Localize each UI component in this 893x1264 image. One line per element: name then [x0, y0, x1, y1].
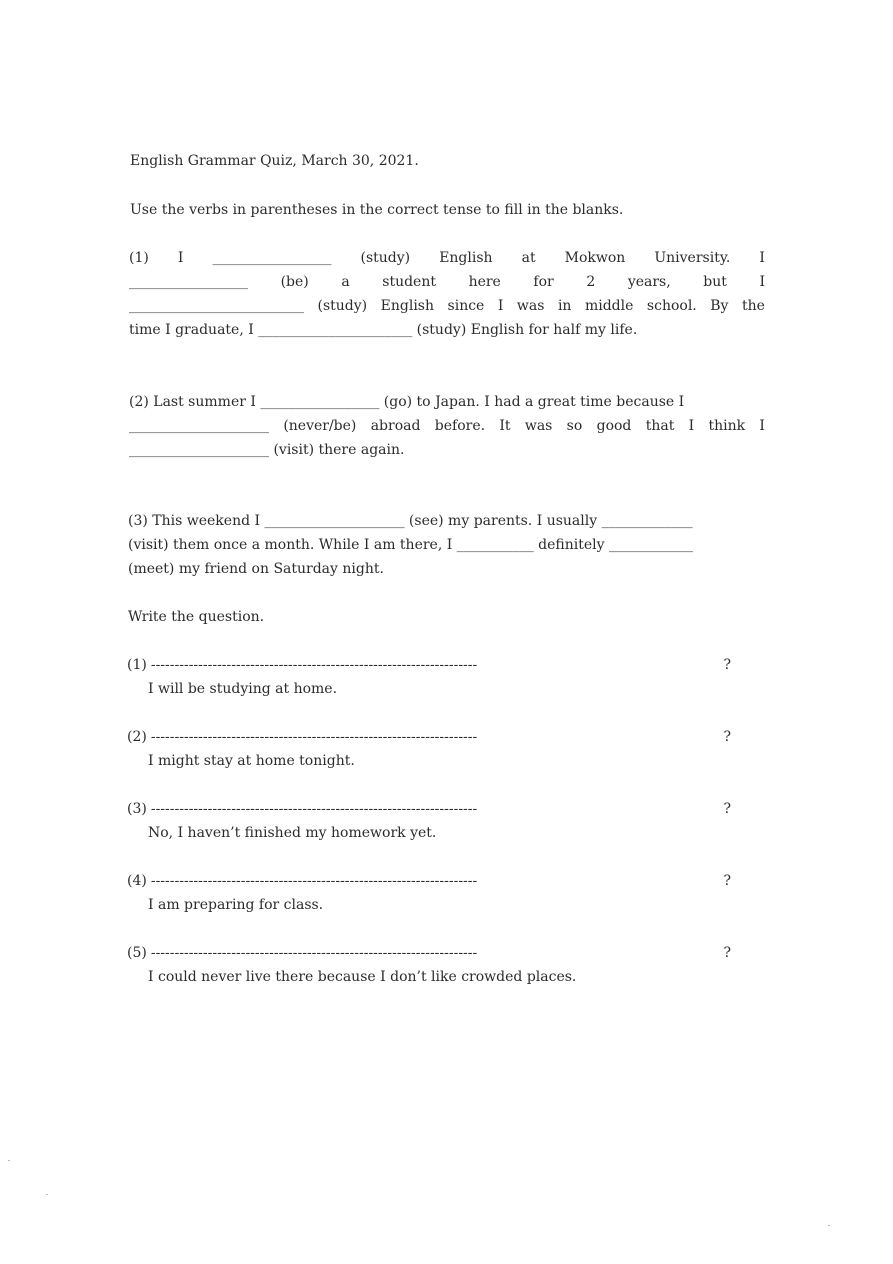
question-line — [127, 872, 731, 890]
given-answer: I could never live there because I don’t like crowded places. — [148, 969, 577, 985]
scan-speck — [8, 1160, 10, 1161]
scan-speck — [46, 1194, 48, 1195]
given-answer: No, I haven’t finished my homework yet. — [148, 825, 437, 841]
word: University. — [654, 250, 731, 266]
question-number: (1) — [127, 657, 147, 673]
question-line — [127, 800, 731, 818]
question-number: (5) — [127, 945, 147, 961]
word: I — [759, 250, 765, 266]
word: at — [521, 250, 536, 266]
word: I — [497, 298, 504, 314]
word: middle — [584, 298, 634, 314]
p2-line1: (2) Last summer I _________________ (go) to Japan. I had a great time because I — [129, 394, 685, 410]
word: (1) — [129, 250, 149, 266]
scan-speck — [828, 1225, 830, 1226]
question-mark: ? — [723, 945, 731, 961]
question-mark: ? — [723, 801, 731, 817]
word: By — [710, 298, 729, 314]
blank: _________________ — [212, 250, 332, 266]
question-number: (2) — [127, 729, 147, 745]
answer-blank: --------------------------------------------------------------------- — [150, 945, 478, 961]
word: I — [759, 274, 765, 290]
word: abroad — [370, 418, 421, 434]
question-line — [127, 944, 731, 962]
word: was — [516, 298, 545, 314]
answer-blank: --------------------------------------------------------------------- — [150, 657, 478, 673]
word: think — [708, 418, 746, 434]
blank: ____________________ — [129, 418, 269, 434]
instructions: Use the verbs in parentheses in the correct tense to fill in the blanks. — [130, 202, 624, 218]
word: since — [447, 298, 485, 314]
blank: _________________________ — [129, 298, 304, 314]
word: It — [499, 418, 511, 434]
p1-line4: time I graduate, I ______________________ (study) English for half my life. — [129, 322, 638, 338]
answer-blank: --------------------------------------------------------------------- — [150, 729, 478, 745]
word: (be) — [280, 274, 309, 290]
word: (study) — [317, 298, 368, 314]
question-line — [127, 728, 731, 746]
word: a — [341, 274, 350, 290]
word: for — [533, 274, 554, 290]
word: 2 — [586, 274, 596, 290]
word: English — [439, 250, 493, 266]
blank: _________________ — [129, 274, 248, 290]
section-heading: Write the question. — [128, 609, 265, 625]
word: I — [759, 418, 765, 434]
answer-blank: --------------------------------------------------------------------- — [150, 873, 478, 889]
p1-line2 — [129, 273, 765, 291]
question-number: (3) — [127, 801, 147, 817]
word: that — [645, 418, 675, 434]
word: (never/be) — [283, 418, 357, 434]
p3-line1: (3) This weekend I ____________________ (see) my parents. I usually _____________ — [128, 513, 693, 529]
question-mark: ? — [723, 873, 731, 889]
quiz-title: English Grammar Quiz, March 30, 2021. — [130, 153, 419, 169]
word: years, — [627, 274, 671, 290]
word: here — [468, 274, 501, 290]
word: English — [380, 298, 435, 314]
question-mark: ? — [723, 729, 731, 745]
p2-line2 — [129, 417, 765, 435]
word: student — [382, 274, 436, 290]
p3-line2: (visit) them once a month. While I am there, I ___________ definitely ____________ — [128, 537, 693, 553]
word: the — [741, 298, 765, 314]
question-number: (4) — [127, 873, 147, 889]
word: school. — [646, 298, 697, 314]
answer-blank: --------------------------------------------------------------------- — [150, 801, 478, 817]
word: was — [524, 418, 553, 434]
question-mark: ? — [723, 657, 731, 673]
word: (study) — [360, 250, 411, 266]
p1-line3 — [129, 297, 765, 315]
word: in — [557, 298, 572, 314]
p3-line3: (meet) my friend on Saturday night. — [128, 561, 384, 577]
p2-line3: ____________________ (visit) there again. — [129, 442, 405, 458]
word: so — [566, 418, 583, 434]
given-answer: I am preparing for class. — [148, 897, 324, 913]
word: I — [688, 418, 695, 434]
given-answer: I might stay at home tonight. — [148, 753, 355, 769]
question-line — [127, 656, 731, 674]
word: but — [703, 274, 727, 290]
word: Mokwon — [564, 250, 626, 266]
word: before. — [434, 418, 486, 434]
word: I — [177, 250, 184, 266]
p1-line1 — [129, 249, 765, 267]
word: good — [596, 418, 632, 434]
given-answer: I will be studying at home. — [148, 681, 338, 697]
